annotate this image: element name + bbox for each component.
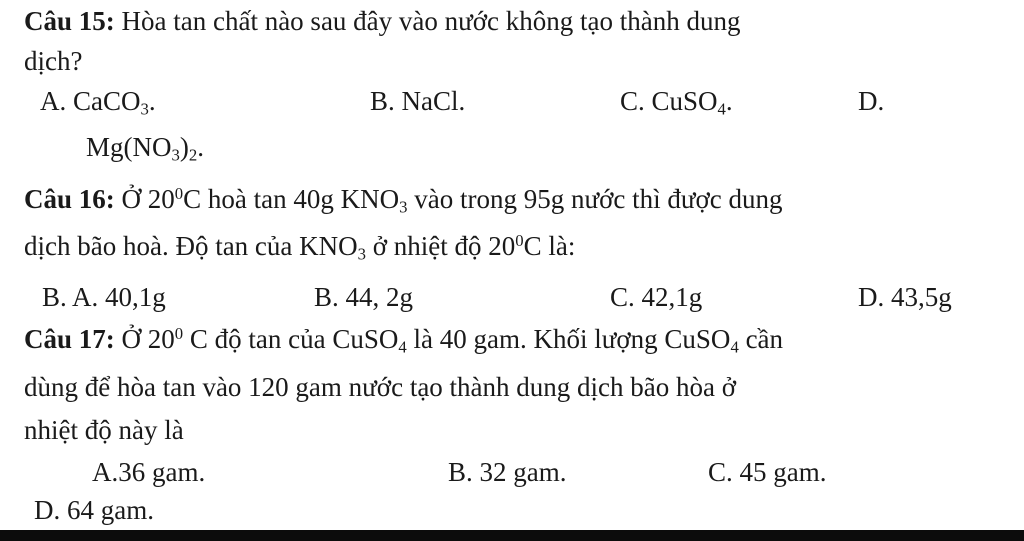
q15-option-d-paren: ) — [179, 132, 189, 162]
q17-line-3 — [24, 413, 184, 447]
q15-option-d-post: . — [197, 132, 204, 162]
q16-sup-2: 0 — [515, 230, 524, 250]
q16-sub-1: 3 — [399, 197, 408, 217]
q15-option-a-sub: 3 — [140, 99, 149, 119]
q15-option-c-text: C. CuSO — [620, 86, 718, 116]
q15-option-d-sub1: 3 — [171, 145, 180, 165]
q15-option-c-post: . — [725, 86, 733, 116]
q15-option-d-text: D. — [858, 86, 885, 116]
q16-option-b[interactable] — [314, 280, 413, 314]
q15-line-2 — [24, 44, 82, 78]
q17-text-1d: cần — [738, 324, 784, 354]
q15-option-d-formula: Mg(NO — [86, 132, 172, 162]
q17-option-d[interactable] — [34, 493, 154, 527]
q15-option-d[interactable] — [858, 84, 884, 118]
q15-option-c[interactable] — [620, 84, 733, 118]
q16-option-c-text: C. 42,1g — [610, 282, 703, 312]
q17-label: Câu 17: — [24, 324, 115, 354]
bottom-border-bar — [0, 530, 1024, 541]
q16-option-a[interactable] — [42, 280, 166, 314]
q15-label: Câu 15: — [24, 6, 115, 36]
q16-text-1c: vào trong 95g nước thì được dung — [407, 184, 783, 214]
q15-option-c-sub: 4 — [717, 99, 726, 119]
q17-sub-1: 4 — [398, 337, 407, 357]
q15-option-a-post: . — [148, 86, 156, 116]
q17-option-c[interactable] — [708, 455, 827, 489]
q17-text-1b: C độ tan của CuSO — [183, 324, 399, 354]
q16-text-2a: dịch bão hoà. Độ tan của KNO — [24, 231, 358, 261]
q16-text-1a: Ở 20 — [121, 184, 175, 214]
q16-sub-2: 3 — [357, 244, 367, 264]
q17-option-d-text: D. 64 gam. — [34, 495, 154, 525]
q17-option-a-text: A.36 gam. — [92, 457, 206, 487]
q15-option-a-text: A. CaCO — [40, 86, 141, 116]
q16-option-d[interactable] — [858, 280, 952, 314]
q16-sup-1: 0 — [174, 183, 184, 203]
q16-option-c[interactable] — [610, 280, 702, 314]
q16-text-2b: ở nhiệt độ 20 — [366, 231, 516, 261]
q17-line-1 — [24, 322, 783, 356]
q17-sup-1: 0 — [174, 323, 184, 343]
q17-option-a[interactable] — [92, 455, 205, 489]
q15-option-a[interactable] — [40, 84, 156, 118]
q16-line-1 — [24, 182, 783, 216]
q17-text-1c: là 40 gam. Khối lượng CuSO — [406, 324, 731, 354]
q17-text-3: nhiệt độ này là — [24, 415, 184, 445]
q17-text-1a: Ở 20 — [121, 324, 175, 354]
q16-text-2c: C là: — [523, 231, 576, 261]
q17-option-b[interactable] — [448, 455, 567, 489]
q15-option-b[interactable] — [370, 84, 465, 118]
q16-text-1b: C hoà tan 40g KNO — [183, 184, 400, 214]
q15-option-d-continued — [86, 130, 204, 164]
q16-line-2 — [24, 229, 575, 263]
q17-sub-2: 4 — [730, 337, 739, 357]
q16-option-d-text: D. 43,5g — [858, 282, 952, 312]
q17-line-2 — [24, 370, 736, 404]
q15-option-d-sub2: 2 — [188, 145, 198, 165]
q17-option-b-text: B. 32 gam. — [448, 457, 567, 487]
q15-option-b-text: B. NaCl. — [370, 86, 466, 116]
q15-line-1 — [24, 4, 741, 38]
q17-text-2: dùng để hòa tan vào 120 gam nước tạo thành dung dịch bão hòa ở — [24, 372, 737, 402]
q15-text-1: Hòa tan chất nào sau đây vào nước không tạo thành dung — [121, 6, 741, 36]
q16-option-b-text: B. 44, 2g — [314, 282, 414, 312]
q17-option-c-text: C. 45 gam. — [708, 457, 827, 487]
q16-option-a-text: B. A. 40,1g — [42, 282, 166, 312]
q16-label: Câu 16: — [24, 184, 115, 214]
q15-text-2: dịch? — [24, 46, 83, 76]
